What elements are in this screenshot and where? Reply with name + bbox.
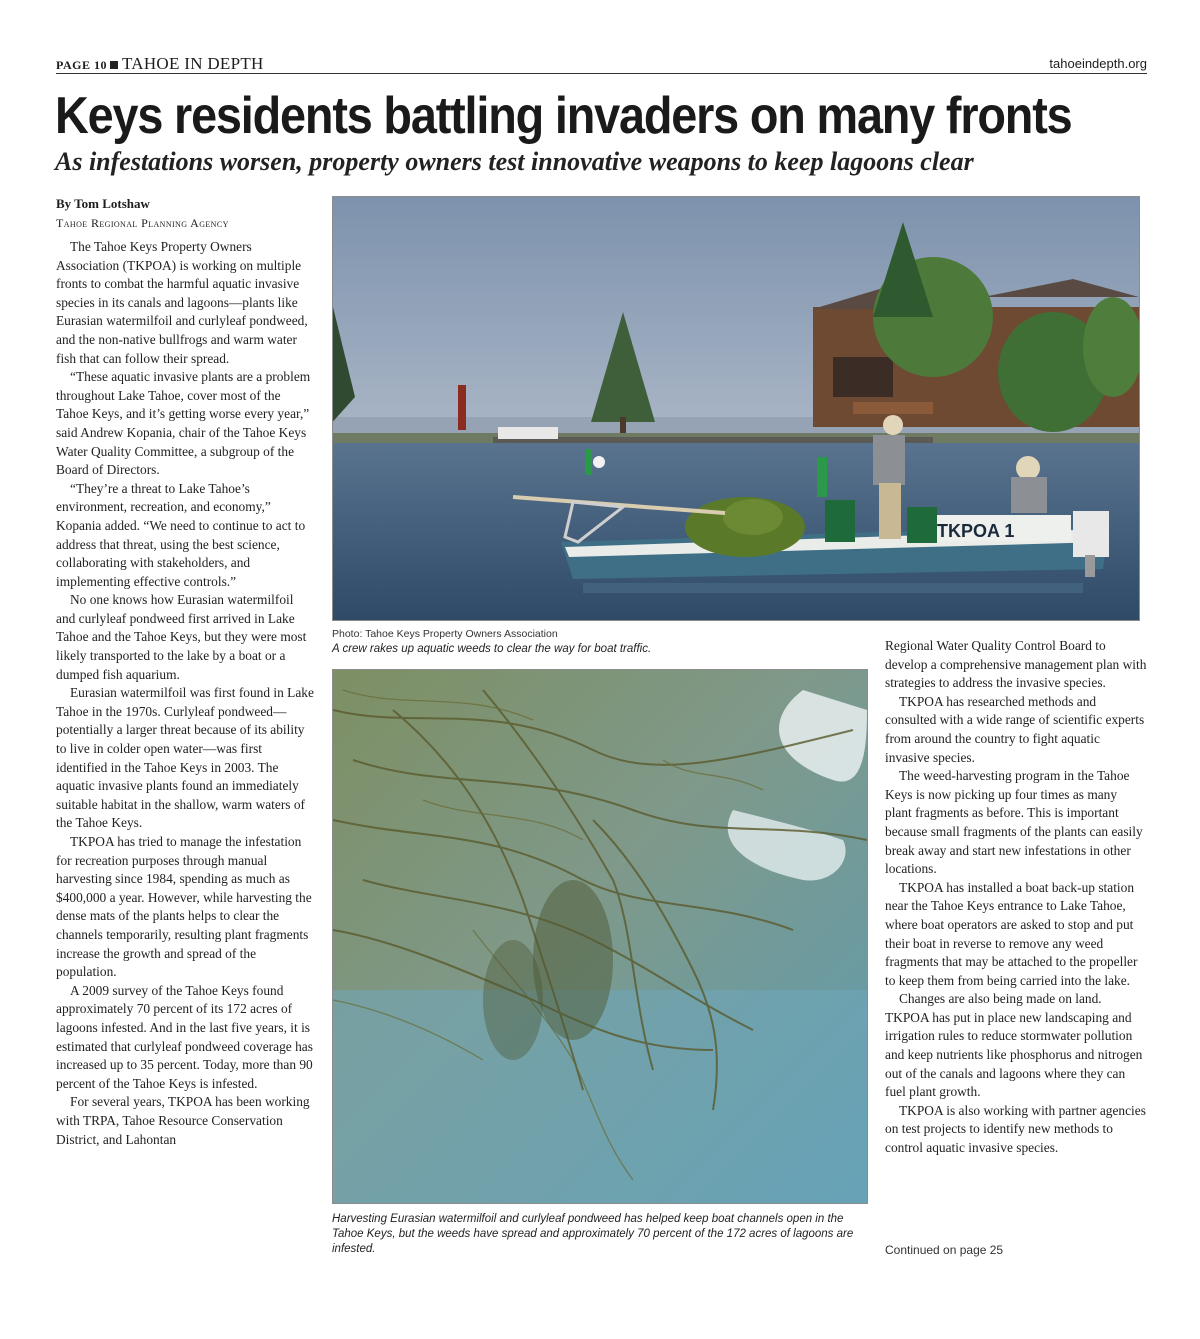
article-column-1 xyxy=(56,238,314,1149)
paragraph: “They’re a threat to Lake Tahoe’s environment, recreation, and economy,” Kopania added. “We need to continue to act to address that threat, using the best science, collaborating with stakeholders, and implementing effective controls.” xyxy=(56,480,306,589)
paragraph: “These aquatic invasive plants are a problem throughout Lake Tahoe, cover most of the Tahoe Keys, and it’s getting worse every year,” said Andrew Kopania, chair of the Tahoe Keys Water Quality Committee, a subgroup of the Board of Directors. xyxy=(56,369,311,478)
paragraph: A 2009 survey of the Tahoe Keys found approximately 70 percent of its 172 acres of lagoons infested. And in the last five years, it is estimated that curlyleaf pondweed coverage has increased up to 35 percent. Today, more than 90 percent of the Tahoe Keys is infested. xyxy=(56,982,313,1091)
paragraph: TKPOA has researched methods and consulted with a wide range of scientific experts from around the country to fight aquatic invasive species. xyxy=(885,693,1145,765)
header-left xyxy=(56,55,264,74)
paragraph: No one knows how Eurasian watermilfoil and curlyleaf pondweed first arrived in Lake Tahoe and the Tahoe Keys, but they were most likely transported to the lake by a boat or a dumped fish aquarium. xyxy=(56,592,307,682)
paragraph: Regional Water Quality Control Board to develop a comprehensive management plan with strategies to address the invasive species. xyxy=(885,638,1147,691)
paragraph: The weed-harvesting program in the Tahoe Keys is now picking up four times as many plant fragments as before. This is important because small fragments of the plants can easily break away and start new infestations in other locations. xyxy=(885,768,1143,877)
photo-caption-top: A crew rakes up aquatic weeds to clear the way for boat traffic. xyxy=(332,643,652,655)
paragraph: TKPOA has installed a boat back-up station near the Tahoe Keys entrance to Lake Tahoe, where boat operators are asked to stop and put their boat in reverse to remove any weed fragments that may be attached to the propeller to keep them from being carried into the lake. xyxy=(885,879,1138,988)
boat-label: TKPOA 1 xyxy=(937,521,1015,541)
byline: By Tom Lotshaw xyxy=(56,196,150,211)
byline-agency: Tahoe Regional Planning Agency xyxy=(56,216,229,230)
photo-credit: Photo: Tahoe Keys Property Owners Association xyxy=(332,628,558,640)
square-bullet-icon xyxy=(110,61,118,69)
website-link[interactable]: tahoeindepth.org xyxy=(1049,56,1147,71)
section-name: TAHOE IN DEPTH xyxy=(121,54,264,73)
paragraph: Eurasian watermilfoil was first found in Lake Tahoe in the 1970s. Curlyleaf pondweed—potentially a larger threat because of its ability to live in colder open water—was first identified in the Tahoe Keys in 2003. The aquatic invasive plants found an immediately suitable habitat in the shallow, warm waters of the Tahoe Keys. xyxy=(56,685,314,831)
headline: Keys residents battling invaders on many fronts xyxy=(55,87,1072,145)
paragraph: For several years, TKPOA has been working with TRPA, Tahoe Resource Conservation District, and Lahontan xyxy=(56,1094,310,1147)
page-number: PAGE 10 xyxy=(56,58,107,72)
continued-link[interactable]: Continued on page 25 xyxy=(885,1243,1004,1257)
paragraph: The Tahoe Keys Property Owners Association (TKPOA) is working on multiple fronts to combat the harmful aquatic invasive species in its canals and lagoons—plants like Eurasian watermilfoil and curlyleaf pondweed, and the non-native bullfrogs and warm water fish that can follow their spread. xyxy=(56,239,308,366)
photo-caption-bottom: Harvesting Eurasian watermilfoil and curlyleaf pondweed has helped keep boat channels open in the Tahoe Keys, but the weeds have spread and approximately 70 percent of the 172 acres of lagoons are infested. xyxy=(332,1213,854,1255)
paragraph: Changes are also being made on land. TKPOA has put in place new landscaping and irrigation rules to reduce stormwater pollution and keep nutrients like phosphorus and nitrogen out of the canals and lagoons where they can fuel plant growth. xyxy=(885,991,1143,1100)
subheadline: As infestations worsen, property owners test innovative weapons to keep lagoons clear xyxy=(55,147,974,176)
paragraph: TKPOA has tried to manage the infestation for recreation purposes through manual harvesting since 1984, spending as much as $400,000 a year. However, while harvesting the dense mats of the plants helps to clear the channels temporarily, resulting plant fragments increase the growth and spread of the population. xyxy=(56,834,312,980)
page-header xyxy=(56,55,1147,74)
photo-underwater-weeds xyxy=(332,669,868,1204)
article-column-3 xyxy=(885,637,1147,1158)
paragraph: TKPOA is also working with partner agencies on test projects to identify new methods to control aquatic invasive species. xyxy=(885,1102,1146,1156)
photo-weed-harvesting-boat xyxy=(332,196,1140,621)
